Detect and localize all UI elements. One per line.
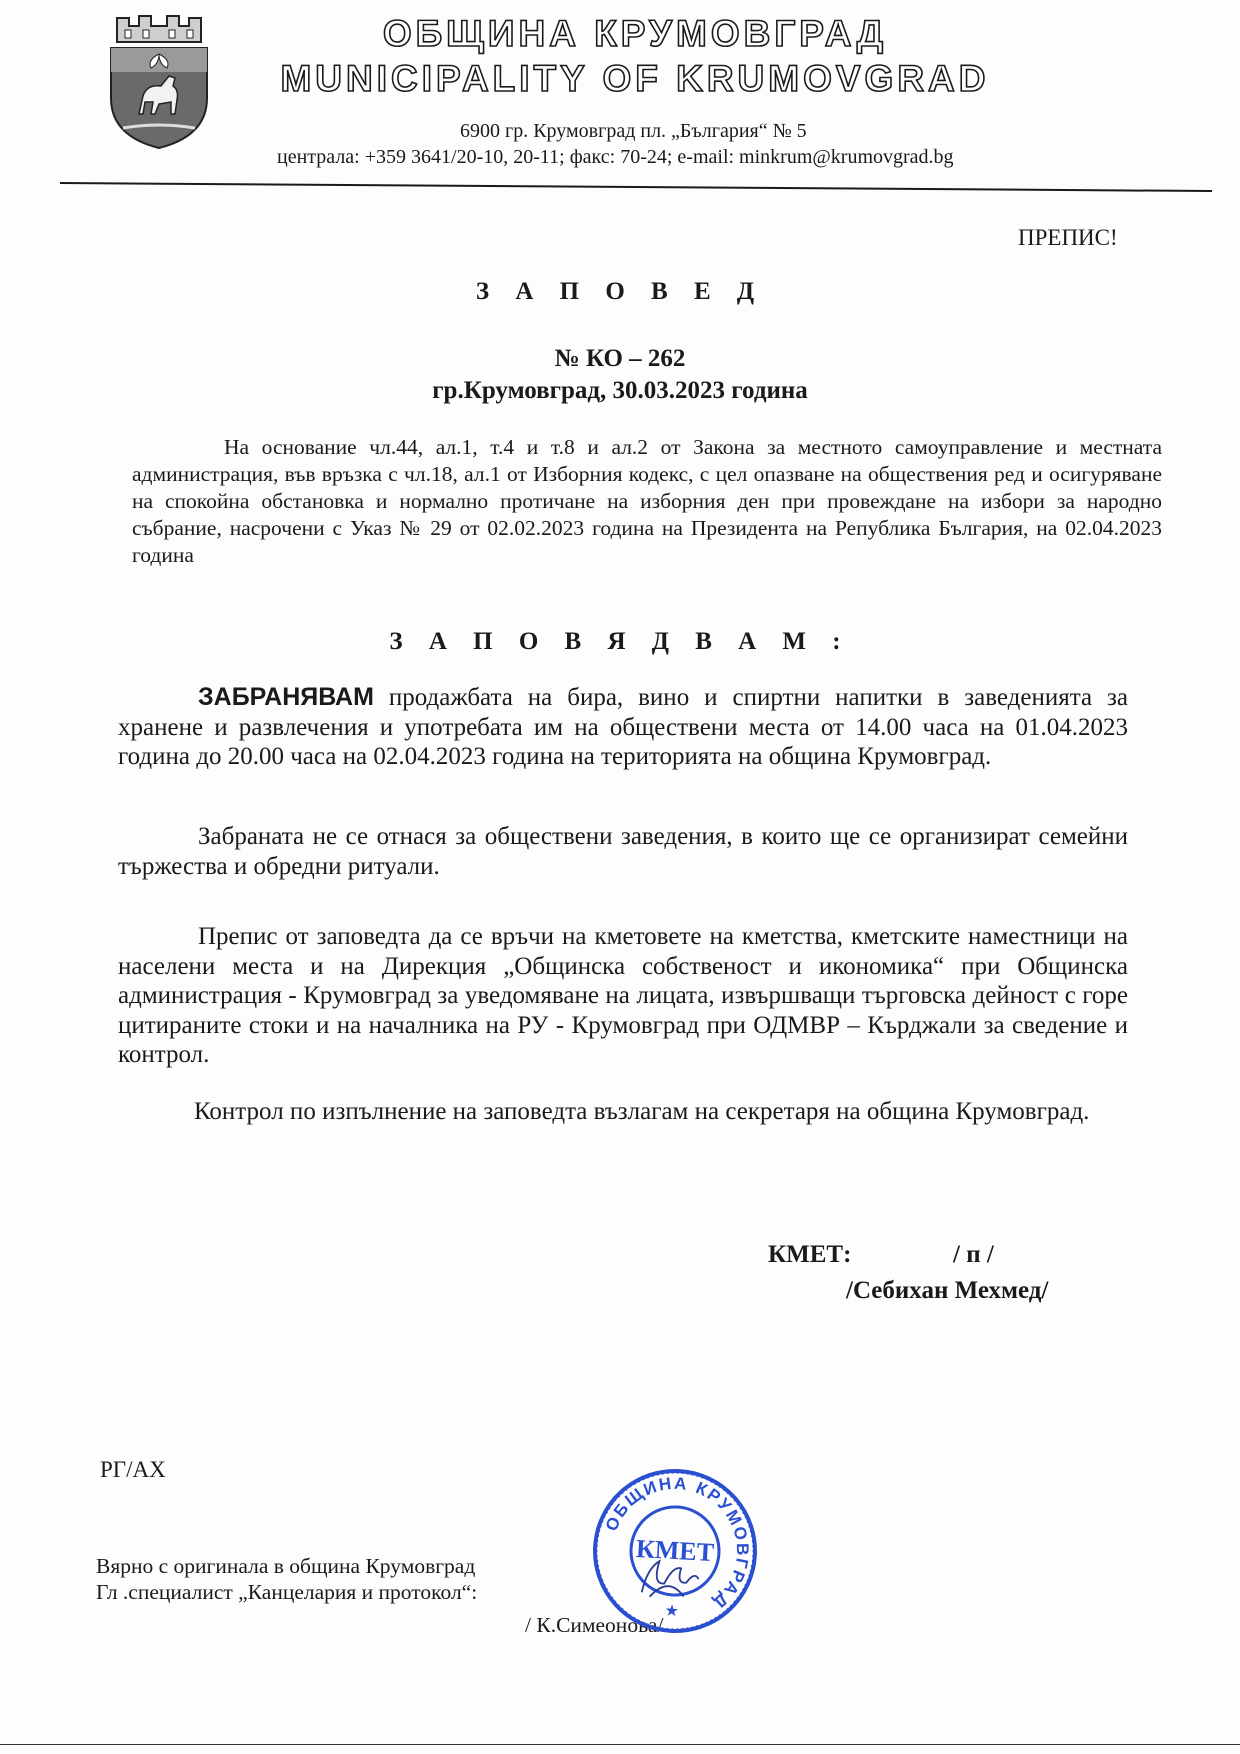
municipality-address: 6900 гр. Крумовград пл. „България“ № 5	[460, 120, 807, 142]
stamp-outer-text: ОБЩИНА КРУМОВГРАД	[601, 1473, 753, 1613]
certification-line-1: Вярно с оригинала в община Крумовград	[96, 1554, 476, 1578]
clerk-name: / К.Симеонова/	[525, 1613, 664, 1637]
municipality-name-bg: ОБЩИНА КРУМОВГРАД	[382, 13, 888, 54]
mayor-name: /Себихан Мехмед/	[846, 1277, 1049, 1304]
letterhead-divider	[60, 182, 1212, 192]
mayor-signed-mark: / п /	[953, 1241, 994, 1268]
svg-text:★: ★	[664, 1602, 680, 1621]
copy-mark: ПРЕПИС!	[1018, 225, 1118, 250]
exception-paragraph: Забраната не се отнася за обществени заведения, в които ще се организират семейни тържества и обредни ритуали.	[118, 823, 1128, 880]
stamp-center-text: КМЕТ	[635, 1533, 715, 1568]
ban-text: продажбата на бира, вино и спиртни напитки в заведенията за хранене и развлечения и употребата им на обществени места от 14.00 часа на 01.04.2023 година до 20.00 часа на 02.04.2023 година на територията на община Крумовград.	[118, 684, 1128, 770]
mayor-label: КМЕТ:	[768, 1241, 852, 1268]
page-bottom-edge	[0, 1744, 1240, 1745]
control-paragraph: Контрол по изпълнение на заповедта възлагам на секретаря на община Крумовград.	[194, 1098, 1090, 1125]
legal-basis-paragraph: На основание чл.44, ал.1, т.4 и т.8 и ал.2 от Закона за местното самоуправление и местната администрация, във връзка с чл.18, ал.1 от Изборния кодекс, с цел опазване на обществения ред и осигуряване на спокойна обстановка и нормално протичане на изборния ден при провеждане на избори за народно събрание, насрочени с Указ № 29 от 02.02.2023 година на Президента на Република България, на 02.04.2023 година	[132, 435, 1162, 567]
municipality-contact: централа: +359 3641/20-10, 20-11; факс: 70-24; e-mail: minkrum@krumovgrad.bg	[277, 146, 954, 168]
municipality-coat-of-arms	[103, 10, 215, 150]
place-and-date: гр.Крумовград, 30.03.2023 година	[432, 377, 808, 404]
municipality-name-en: MUNICIPALITY OF KRUMOVGRAD	[280, 58, 990, 99]
ban-keyword: ЗАБРАНЯВАМ	[198, 683, 374, 711]
ban-paragraph	[118, 683, 1128, 772]
official-stamp	[586, 1462, 765, 1641]
order-number: № КО – 262	[554, 345, 686, 372]
reference-initials: РГ/АХ	[100, 1457, 166, 1482]
copy-order-paragraph: Препис от заповедта да се връчи на кметовете на кметства, кметските наместници на населени места и на Дирекция „Общинска собственост и икономика“ при Общинска администрация - Крумовград за уведомяване на лицата, извършващи търговска дейност с горе цитираните стоки и на началника на РУ - Крумовград при ОДМВР – Кърджали за сведение и контрол.	[118, 923, 1128, 1068]
certification-line-2: Гл .специалист „Канцелария и протокол“:	[96, 1580, 478, 1604]
document-title: З А П О В Е Д	[475, 278, 765, 305]
decree-heading: З А П О В Я Д В А М :	[389, 628, 851, 655]
